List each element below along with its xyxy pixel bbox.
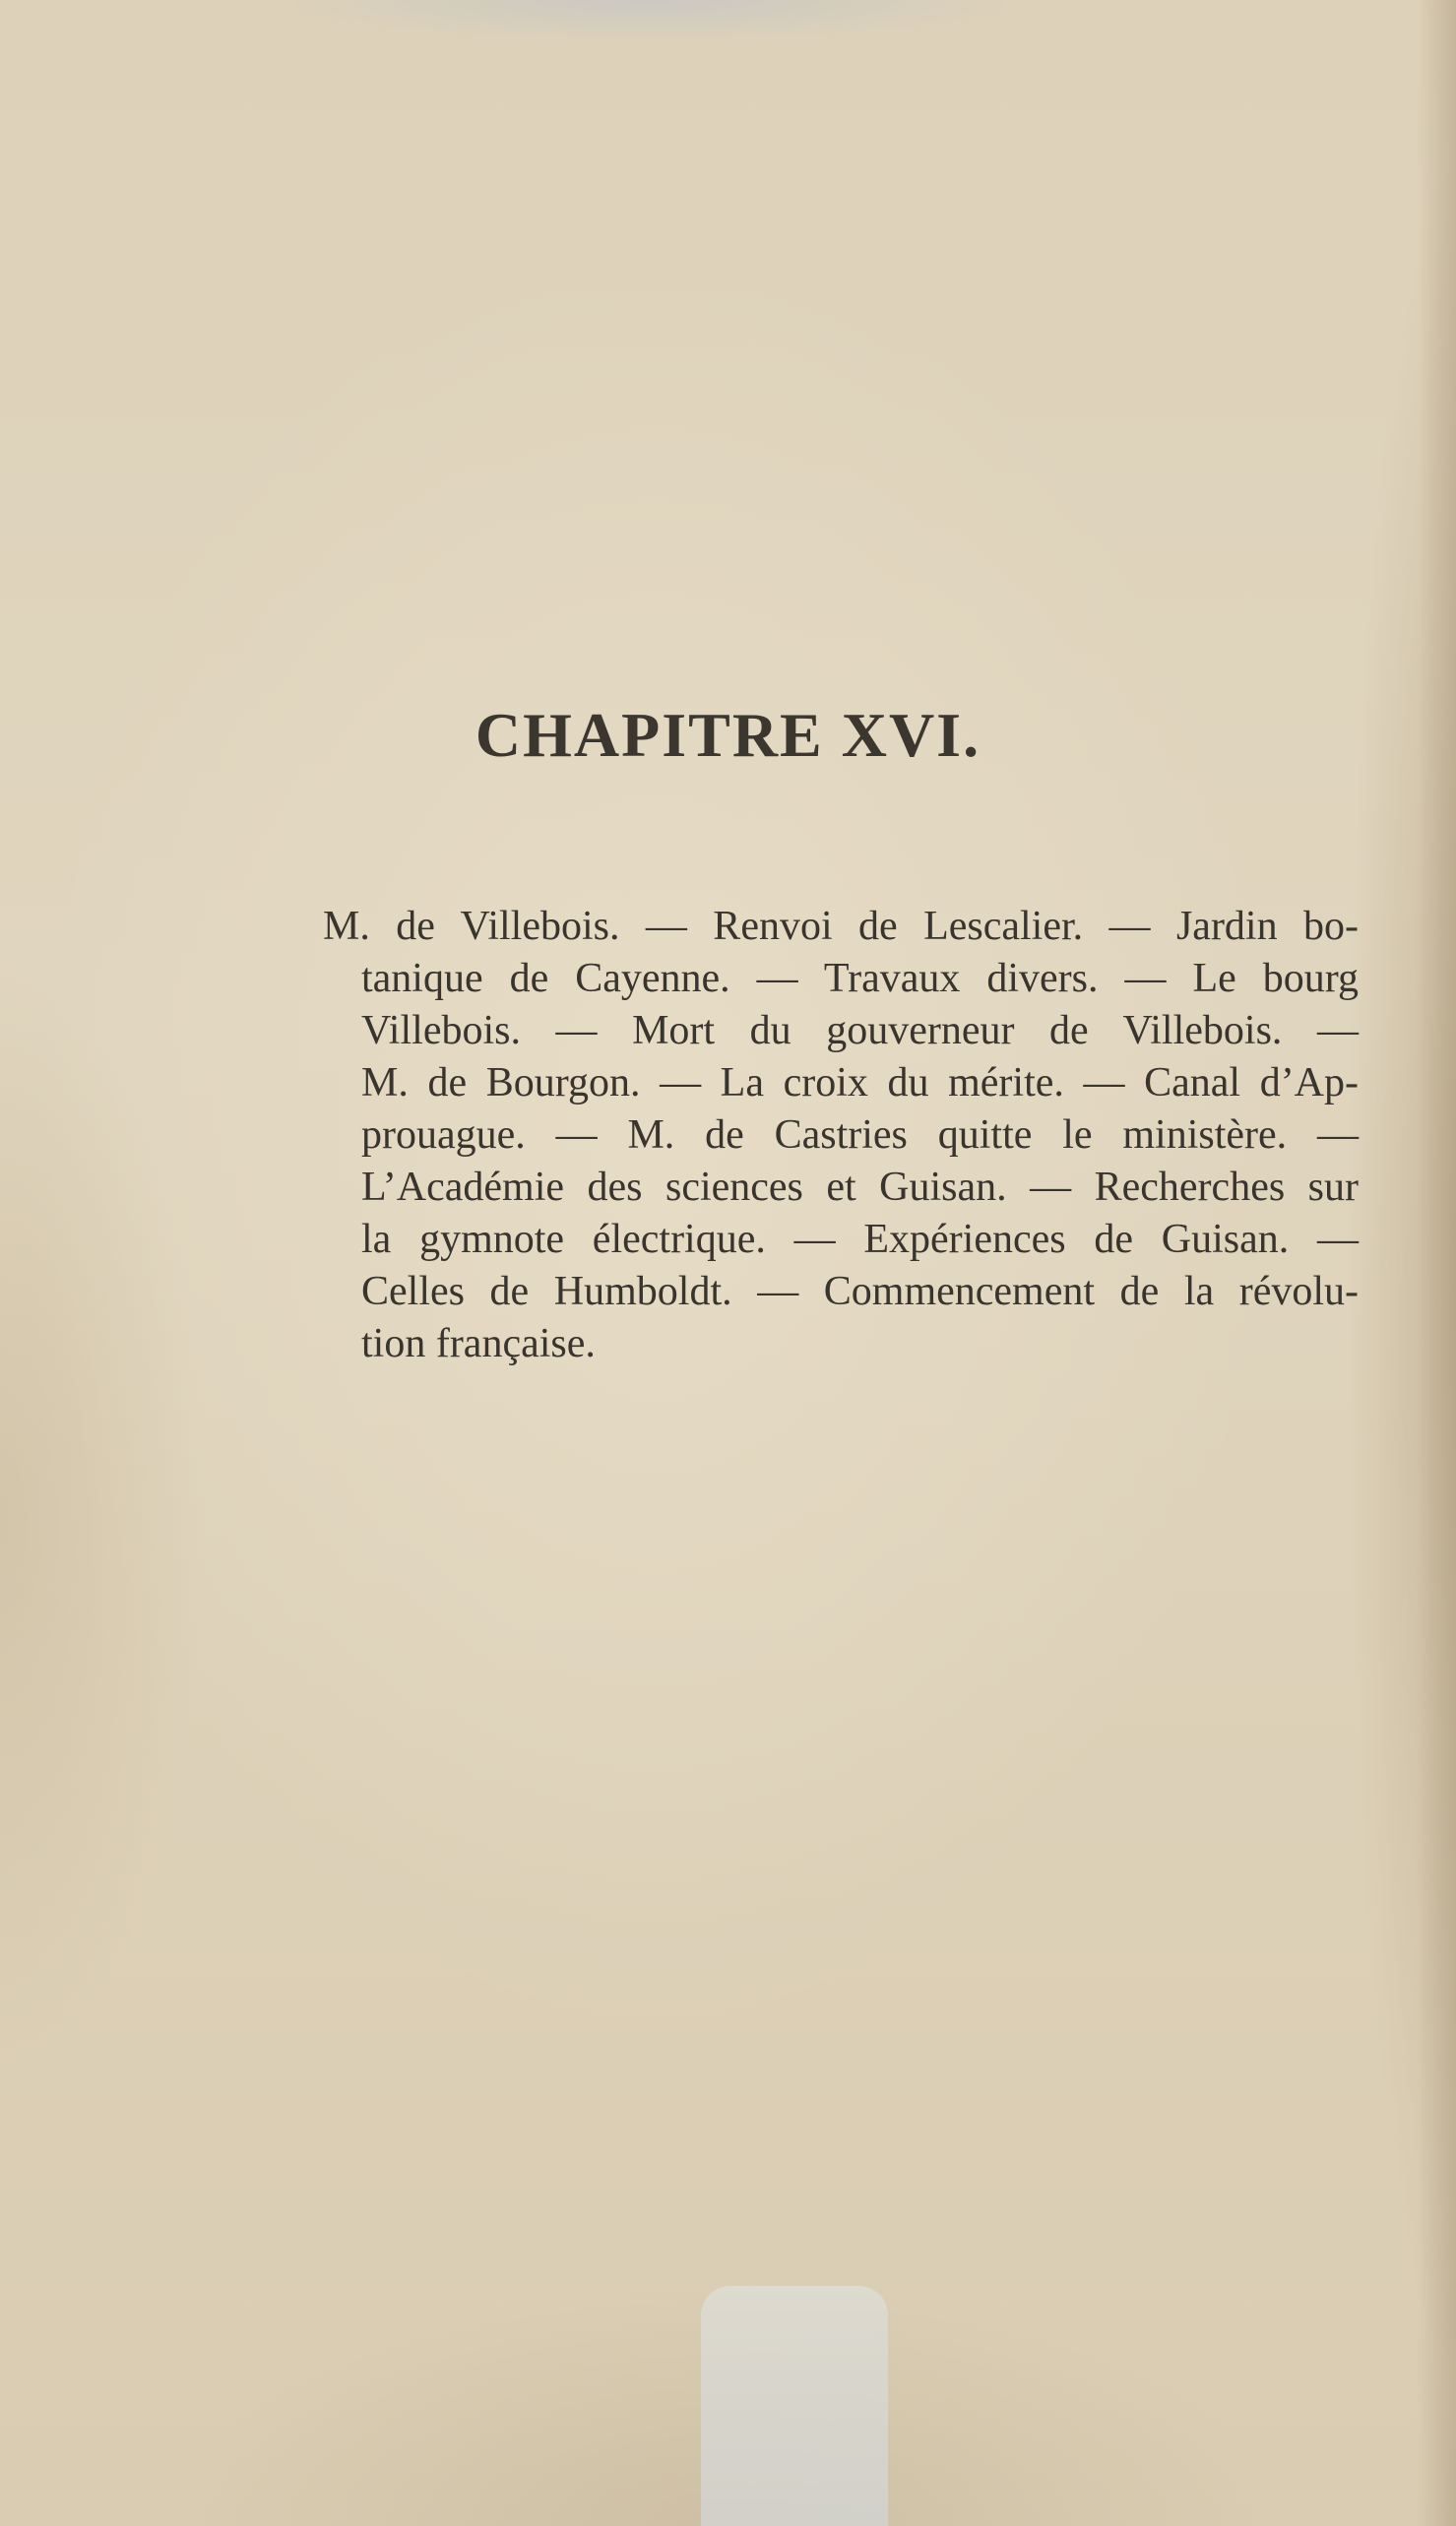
summary-line: L’Académie des sciences et Guisan. — Recherches sur: [361, 1165, 1359, 1210]
paper-stain-top: [295, 0, 1004, 39]
paper-stain-bottom: [701, 2286, 888, 2526]
summary-line: M. de Bourgon. — La croix du mérite. — Canal d’Ap-: [361, 1060, 1359, 1105]
chapter-title: CHAPITRE XVI.: [475, 699, 981, 770]
summary-line: la gymnote électrique. — Expériences de Guisan. —: [361, 1217, 1359, 1262]
summary-line: Villebois. — Mort du gouverneur de Villebois. —: [361, 1008, 1359, 1053]
summary-line: M. de Villebois. — Renvoi de Lescalier. — Jardin bo-: [323, 904, 1359, 949]
page-edge-shadow: [1417, 0, 1456, 2526]
summary-line: Celles de Humboldt. — Commencement de la révolu-: [361, 1269, 1359, 1314]
summary-line: tanique de Cayenne. — Travaux divers. — Le bourg: [361, 956, 1359, 1001]
chapter-summary: [323, 901, 1359, 1370]
summary-line: tion française.: [361, 1321, 596, 1366]
summary-line: prouague. — M. de Castries quitte le ministère. —: [361, 1112, 1359, 1158]
